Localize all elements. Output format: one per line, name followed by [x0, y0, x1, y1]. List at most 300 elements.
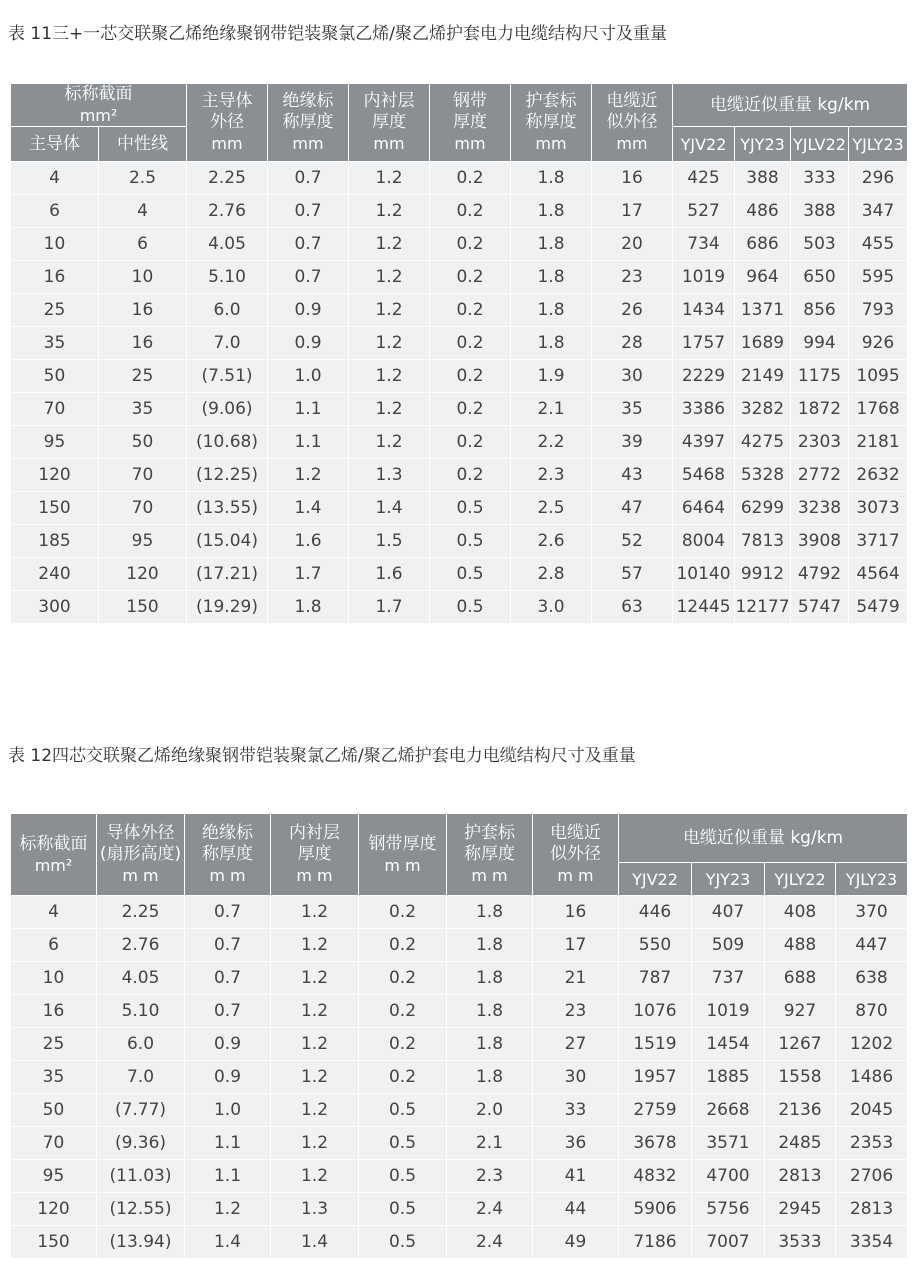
table-cell: 3678 — [619, 1127, 692, 1160]
table-cell: 0.9 — [268, 327, 349, 360]
header-weight-type: YJLY23 — [849, 127, 908, 162]
table-cell: 70 — [11, 393, 99, 426]
table-cell: (7.77) — [97, 1094, 185, 1127]
table-cell: 25 — [11, 294, 99, 327]
table-cell: 1.2 — [271, 1028, 359, 1061]
table-cell: 793 — [849, 294, 908, 327]
table-cell: 150 — [11, 1226, 97, 1259]
table-cell: 0.7 — [268, 162, 349, 195]
table-cell: 0.2 — [359, 1028, 447, 1061]
table-cell: 0.7 — [185, 896, 271, 929]
header-weight-type: YJY23 — [735, 127, 791, 162]
table-cell: 1.6 — [268, 525, 349, 558]
table-cell: 43 — [592, 459, 673, 492]
table-cell: 2813 — [836, 1193, 908, 1226]
table-row — [11, 393, 908, 426]
header-weight-type: YJV22 — [673, 127, 735, 162]
table-cell: 95 — [11, 1160, 97, 1193]
header-sheath-thickness: 护套标 称厚度 m m — [447, 814, 533, 896]
table-cell: 63 — [592, 591, 673, 624]
table-row — [11, 1028, 908, 1061]
table-cell: 1.2 — [349, 360, 430, 393]
header-nominal-section: 标称截面 mm² — [11, 84, 187, 127]
table-cell: 408 — [765, 896, 836, 929]
table-cell: 1.2 — [271, 962, 359, 995]
table-cell: 6299 — [735, 492, 791, 525]
table-row — [11, 261, 908, 294]
table-cell: 550 — [619, 929, 692, 962]
table-cell: 0.5 — [359, 1226, 447, 1259]
table-cell: 927 — [765, 995, 836, 1028]
table-cell: 4397 — [673, 426, 735, 459]
table-cell: 10140 — [673, 558, 735, 591]
table-cell: 6.0 — [187, 294, 268, 327]
table-cell: 5479 — [849, 591, 908, 624]
table-cell: 1.1 — [185, 1160, 271, 1193]
table-cell: 446 — [619, 896, 692, 929]
table-row — [11, 492, 908, 525]
table-11-body — [11, 162, 908, 624]
header-conductor-od: 主导体 外径 mm — [187, 84, 268, 162]
table-cell: 7.0 — [187, 327, 268, 360]
table-cell: 150 — [11, 492, 99, 525]
table-cell: 50 — [99, 426, 187, 459]
header-weight: 电缆近似重量 kg/km — [673, 84, 908, 127]
table-12 — [10, 813, 908, 1259]
table-cell: 2.6 — [511, 525, 592, 558]
table-cell: 2.2 — [511, 426, 592, 459]
table-cell: 2945 — [765, 1193, 836, 1226]
table-cell: 0.7 — [268, 261, 349, 294]
table-cell: 2485 — [765, 1127, 836, 1160]
table-cell: (7.51) — [187, 360, 268, 393]
table-cell: 7813 — [735, 525, 791, 558]
table-cell: 1.2 — [271, 929, 359, 962]
table-cell: 1019 — [692, 995, 765, 1028]
table-cell: 12445 — [673, 591, 735, 624]
table-cell: 1.2 — [185, 1193, 271, 1226]
table-cell: 12177 — [735, 591, 791, 624]
table-cell: 1.2 — [271, 1127, 359, 1160]
table-cell: 1.8 — [511, 162, 592, 195]
table-cell: 4792 — [791, 558, 849, 591]
table-cell: 737 — [692, 962, 765, 995]
table-row — [11, 929, 908, 962]
table-cell: 70 — [99, 459, 187, 492]
table-cell: 185 — [11, 525, 99, 558]
table-cell: 35 — [592, 393, 673, 426]
header-neutral: 中性线 — [99, 127, 187, 162]
table-cell: 2.4 — [447, 1193, 533, 1226]
table-cell: 1.4 — [271, 1226, 359, 1259]
header-steel-tape: 钢带 厚度 mm — [430, 84, 511, 162]
table-cell: 2353 — [836, 1127, 908, 1160]
table-cell: 3533 — [765, 1226, 836, 1259]
table-cell: 455 — [849, 228, 908, 261]
table-cell: 1.2 — [349, 162, 430, 195]
table-cell: 0.9 — [268, 294, 349, 327]
table-cell: 0.2 — [430, 360, 511, 393]
table-cell: (19.29) — [187, 591, 268, 624]
header-steel-tape: 钢带厚度 m m — [359, 814, 447, 896]
table-cell: (9.06) — [187, 393, 268, 426]
table-cell: 1.2 — [349, 426, 430, 459]
table-cell: 3282 — [735, 393, 791, 426]
table-cell: 0.5 — [359, 1127, 447, 1160]
table-cell: 447 — [836, 929, 908, 962]
table-cell: 4.05 — [97, 962, 185, 995]
table-cell: 1454 — [692, 1028, 765, 1061]
table-cell: 0.2 — [359, 1061, 447, 1094]
table-cell: (9.36) — [97, 1127, 185, 1160]
table-cell: 0.7 — [268, 228, 349, 261]
table-cell: 23 — [592, 261, 673, 294]
table-cell: 1519 — [619, 1028, 692, 1061]
header-weight-type: YJY23 — [692, 863, 765, 896]
table-cell: 23 — [533, 995, 619, 1028]
table-cell: 1689 — [735, 327, 791, 360]
table-cell: 5756 — [692, 1193, 765, 1226]
table-cell: 0.5 — [359, 1160, 447, 1193]
table-cell: 1.3 — [271, 1193, 359, 1226]
table-cell: 6464 — [673, 492, 735, 525]
table-cell: 2.25 — [187, 162, 268, 195]
table-cell: 20 — [592, 228, 673, 261]
table-cell: 1.3 — [349, 459, 430, 492]
table-cell: (13.55) — [187, 492, 268, 525]
table-cell: 1076 — [619, 995, 692, 1028]
table-cell: 8004 — [673, 525, 735, 558]
table-cell: 2759 — [619, 1094, 692, 1127]
table-cell: 0.2 — [430, 162, 511, 195]
table-cell: 4 — [11, 896, 97, 929]
table-row — [11, 1127, 908, 1160]
table-cell: 1.2 — [271, 995, 359, 1028]
table-cell: 36 — [533, 1127, 619, 1160]
header-weight-type: YJLV22 — [791, 127, 849, 162]
table-row — [11, 558, 908, 591]
table-cell: 2229 — [673, 360, 735, 393]
table-cell: 28 — [592, 327, 673, 360]
table-cell: 509 — [692, 929, 765, 962]
table-cell: 1.8 — [447, 929, 533, 962]
table-cell: 2.4 — [447, 1226, 533, 1259]
table-cell: 2772 — [791, 459, 849, 492]
table-cell: 150 — [99, 591, 187, 624]
table-cell: 6 — [99, 228, 187, 261]
table-cell: 2.76 — [97, 929, 185, 962]
table-cell: 4832 — [619, 1160, 692, 1193]
table-cell: 1.2 — [271, 896, 359, 929]
table-cell: 16 — [533, 896, 619, 929]
table-cell: 17 — [592, 195, 673, 228]
table-cell: 1.4 — [268, 492, 349, 525]
table-cell: 0.9 — [185, 1028, 271, 1061]
header-cable-od: 电缆近 似外径 mm — [592, 84, 673, 162]
table-cell: 1757 — [673, 327, 735, 360]
table-cell: 0.5 — [430, 525, 511, 558]
table-cell: 3238 — [791, 492, 849, 525]
table-cell: 296 — [849, 162, 908, 195]
table-cell: 1872 — [791, 393, 849, 426]
table-cell: 1095 — [849, 360, 908, 393]
table-cell: 6 — [11, 929, 97, 962]
header-conductor-od: 导体外径 (扇形高度) m m — [97, 814, 185, 896]
table-cell: 1.1 — [268, 426, 349, 459]
table-12-caption: 表 12四芯交联聚乙烯绝缘聚钢带铠装聚氯乙烯/聚乙烯护套电力电缆结构尺寸及重量 — [8, 746, 636, 766]
table-cell: 2303 — [791, 426, 849, 459]
table-cell: 1.2 — [349, 228, 430, 261]
table-cell: 0.2 — [359, 962, 447, 995]
table-row — [11, 962, 908, 995]
table-cell: 0.2 — [430, 393, 511, 426]
table-cell: 10 — [11, 228, 99, 261]
table-cell: 1.8 — [511, 261, 592, 294]
table-row — [11, 591, 908, 624]
table-cell: 47 — [592, 492, 673, 525]
header-inner-liner: 内衬层 厚度 mm — [349, 84, 430, 162]
table-row — [11, 995, 908, 1028]
table-cell: 0.2 — [430, 294, 511, 327]
table-cell: 994 — [791, 327, 849, 360]
table-cell: 50 — [11, 1094, 97, 1127]
table-cell: 3.0 — [511, 591, 592, 624]
table-cell: 35 — [99, 393, 187, 426]
table-cell: 6.0 — [97, 1028, 185, 1061]
table-cell: 0.7 — [185, 962, 271, 995]
table-cell: 0.5 — [430, 492, 511, 525]
table-cell: 1202 — [836, 1028, 908, 1061]
table-cell: 27 — [533, 1028, 619, 1061]
table-row — [11, 1193, 908, 1226]
table-cell: 70 — [99, 492, 187, 525]
table-cell: 95 — [99, 525, 187, 558]
table-cell: 3908 — [791, 525, 849, 558]
table-cell: 1.8 — [447, 896, 533, 929]
table-cell: 407 — [692, 896, 765, 929]
table-cell: 2.5 — [99, 162, 187, 195]
table-cell: 1.2 — [271, 1061, 359, 1094]
table-cell: 7186 — [619, 1226, 692, 1259]
table-cell: 1768 — [849, 393, 908, 426]
table-cell: 300 — [11, 591, 99, 624]
table-cell: 1.2 — [349, 261, 430, 294]
table-cell: 1486 — [836, 1061, 908, 1094]
table-cell: 240 — [11, 558, 99, 591]
table-cell: 16 — [99, 294, 187, 327]
table-cell: 25 — [11, 1028, 97, 1061]
table-cell: 638 — [836, 962, 908, 995]
table-cell: 4564 — [849, 558, 908, 591]
table-cell: 49 — [533, 1226, 619, 1259]
table-cell: 2813 — [765, 1160, 836, 1193]
table-cell: 120 — [99, 558, 187, 591]
table-cell: 5.10 — [97, 995, 185, 1028]
table-cell: 1.1 — [268, 393, 349, 426]
table-cell: 1.8 — [511, 228, 592, 261]
table-cell: 120 — [11, 1193, 97, 1226]
header-weight: 电缆近似重量 kg/km — [619, 814, 908, 863]
table-row — [11, 327, 908, 360]
table-cell: (12.55) — [97, 1193, 185, 1226]
table-cell: 1885 — [692, 1061, 765, 1094]
table-cell: 0.5 — [359, 1193, 447, 1226]
table-cell: 2.3 — [511, 459, 592, 492]
table-cell: 686 — [735, 228, 791, 261]
table-cell: 4.05 — [187, 228, 268, 261]
table-cell: 25 — [99, 360, 187, 393]
table-cell: 1.2 — [271, 1160, 359, 1193]
table-cell: 388 — [735, 162, 791, 195]
table-row — [11, 162, 908, 195]
table-cell: 1.8 — [511, 195, 592, 228]
table-cell: 16 — [592, 162, 673, 195]
table-cell: 0.2 — [430, 459, 511, 492]
table-cell: 1.2 — [271, 1094, 359, 1127]
table-cell: 30 — [533, 1061, 619, 1094]
table-cell: 734 — [673, 228, 735, 261]
table-cell: 0.2 — [359, 896, 447, 929]
table-cell: 57 — [592, 558, 673, 591]
table-cell: 4700 — [692, 1160, 765, 1193]
table-cell: 41 — [533, 1160, 619, 1193]
table-row — [11, 294, 908, 327]
table-cell: 388 — [791, 195, 849, 228]
table-row — [11, 426, 908, 459]
table-cell: 35 — [11, 327, 99, 360]
table-cell: 1371 — [735, 294, 791, 327]
table-row — [11, 1160, 908, 1193]
table-cell: 856 — [791, 294, 849, 327]
table-cell: 964 — [735, 261, 791, 294]
table-cell: 1558 — [765, 1061, 836, 1094]
table-cell: 503 — [791, 228, 849, 261]
table-row — [11, 896, 908, 929]
table-cell: 1267 — [765, 1028, 836, 1061]
table-cell: 0.2 — [359, 929, 447, 962]
table-11 — [10, 83, 908, 624]
table-cell: 39 — [592, 426, 673, 459]
table-cell: 2149 — [735, 360, 791, 393]
table-cell: 1.2 — [268, 459, 349, 492]
table-cell: 7.0 — [97, 1061, 185, 1094]
table-cell: 1.2 — [349, 195, 430, 228]
table-cell: 2668 — [692, 1094, 765, 1127]
table-cell: (12.25) — [187, 459, 268, 492]
table-cell: 1.7 — [268, 558, 349, 591]
header-insulation-thickness: 绝缘标 称厚度 mm — [268, 84, 349, 162]
table-cell: 1957 — [619, 1061, 692, 1094]
table-cell: 787 — [619, 962, 692, 995]
table-cell: 1.8 — [511, 327, 592, 360]
table-cell: 21 — [533, 962, 619, 995]
table-row — [11, 360, 908, 393]
table-cell: 0.2 — [430, 327, 511, 360]
table-cell: 1.8 — [447, 1028, 533, 1061]
table-cell: 650 — [791, 261, 849, 294]
table-cell: 35 — [11, 1061, 97, 1094]
table-cell: 1.4 — [185, 1226, 271, 1259]
table-row — [11, 1226, 908, 1259]
table-cell: 4275 — [735, 426, 791, 459]
table-cell: 1.8 — [268, 591, 349, 624]
table-cell: 3717 — [849, 525, 908, 558]
table-cell: 333 — [791, 162, 849, 195]
table-cell: 1.8 — [447, 1061, 533, 1094]
table-cell: 1.8 — [447, 962, 533, 995]
table-cell: 33 — [533, 1094, 619, 1127]
table-cell: 1.6 — [349, 558, 430, 591]
table-cell: 16 — [99, 327, 187, 360]
table-cell: 4 — [11, 162, 99, 195]
table-row — [11, 525, 908, 558]
table-cell: 44 — [533, 1193, 619, 1226]
table-cell: 1.2 — [349, 327, 430, 360]
table-cell: 870 — [836, 995, 908, 1028]
table-cell: 6 — [11, 195, 99, 228]
table-cell: 0.5 — [430, 558, 511, 591]
header-nominal-section: 标称截面 mm² — [11, 814, 97, 896]
table-cell: 0.7 — [185, 929, 271, 962]
table-cell: (17.21) — [187, 558, 268, 591]
table-cell: 10 — [11, 962, 97, 995]
table-cell: 50 — [11, 360, 99, 393]
header-main-conductor: 主导体 — [11, 127, 99, 162]
table-cell: 0.2 — [430, 195, 511, 228]
table-cell: 370 — [836, 896, 908, 929]
table-cell: 2.0 — [447, 1094, 533, 1127]
table-cell: 926 — [849, 327, 908, 360]
table-cell: 3386 — [673, 393, 735, 426]
table-cell: 7007 — [692, 1226, 765, 1259]
table-cell: 1.9 — [511, 360, 592, 393]
table-cell: 527 — [673, 195, 735, 228]
table-cell: 2.1 — [511, 393, 592, 426]
table-cell: 3354 — [836, 1226, 908, 1259]
table-cell: 2.25 — [97, 896, 185, 929]
table-cell: 1.7 — [349, 591, 430, 624]
table-cell: 1434 — [673, 294, 735, 327]
table-cell: 70 — [11, 1127, 97, 1160]
table-cell: 5328 — [735, 459, 791, 492]
table-cell: 1.8 — [447, 995, 533, 1028]
table-cell: 2706 — [836, 1160, 908, 1193]
header-weight-type: YJLY22 — [765, 863, 836, 896]
header-weight-type: YJV22 — [619, 863, 692, 896]
header-sheath-thickness: 护套标 称厚度 mm — [511, 84, 592, 162]
table-row — [11, 1061, 908, 1094]
table-cell: 17 — [533, 929, 619, 962]
table-cell: 2.76 — [187, 195, 268, 228]
table-cell: 0.9 — [185, 1061, 271, 1094]
table-cell: 1.2 — [349, 393, 430, 426]
table-cell: 0.2 — [430, 228, 511, 261]
table-cell: 486 — [735, 195, 791, 228]
table-cell: 1.2 — [349, 294, 430, 327]
table-row — [11, 195, 908, 228]
table-cell: (10.68) — [187, 426, 268, 459]
header-weight-type: YJLY23 — [836, 863, 908, 896]
table-row — [11, 459, 908, 492]
table-cell: 3073 — [849, 492, 908, 525]
table-row — [11, 1094, 908, 1127]
table-cell: 1.8 — [511, 294, 592, 327]
table-cell: 2181 — [849, 426, 908, 459]
table-cell: 16 — [11, 995, 97, 1028]
table-cell: (13.94) — [97, 1226, 185, 1259]
table-cell: 26 — [592, 294, 673, 327]
table-cell: 688 — [765, 962, 836, 995]
